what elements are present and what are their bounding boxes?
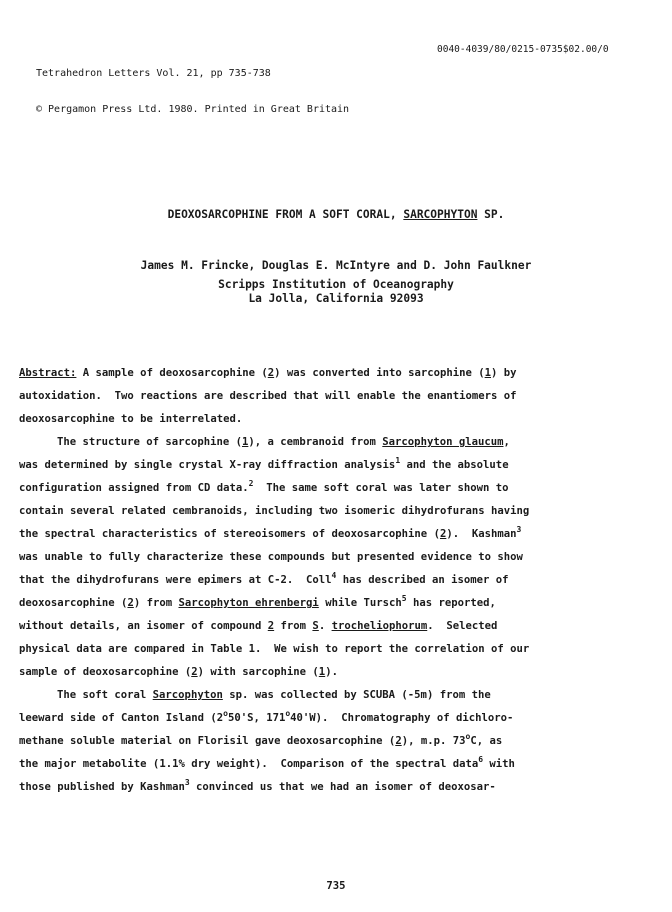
text-line: was unable to fully characterize these compounds but presented evidence to show bbox=[19, 551, 523, 563]
text-line: that the dihydrofurans were epimers at C-2. Coll$^4$ has described an isomer of bbox=[19, 571, 509, 586]
affiliation-line: La Jolla, California 92093 bbox=[248, 292, 424, 305]
title-tail: SP. bbox=[477, 208, 505, 221]
article-body bbox=[19, 366, 659, 803]
compound-ref: 2 bbox=[127, 597, 134, 609]
text-line: deoxosarcophine (2) from Sarcophyton ehrenbergi while Tursch$^5$ has reported, bbox=[19, 594, 496, 609]
text-line: without details, an isomer of compound 2 from S. trocheliophorum. Selected bbox=[19, 620, 498, 632]
text-line: physical data are compared in Table 1. We wish to report the correlation of our bbox=[19, 643, 530, 655]
footnote-ref: 4 bbox=[331, 571, 337, 580]
text-line: contain several related cembranoids, including two isomeric dihydrofurans having bbox=[19, 505, 530, 517]
article-code: 0040-4039/80/0215-0735$02.00/0 bbox=[437, 44, 609, 55]
degree-mark: o bbox=[285, 709, 291, 718]
title-main: DEOXOSARCOPHINE FROM A SOFT CORAL, bbox=[167, 208, 404, 221]
footnote-ref: 3 bbox=[516, 525, 522, 534]
text-line: the major metabolite (1.1% dry weight). Comparison of the spectral data$^6$ with bbox=[19, 755, 515, 770]
text-line: autoxidation. Two reactions are described that will enable the enantiomers of bbox=[19, 390, 517, 402]
title-genus: SARCOPHYTON bbox=[403, 208, 478, 221]
compound-ref: 1 bbox=[318, 666, 326, 678]
journal-citation: Tetrahedron Letters Vol. 21, pp 735-738 bbox=[36, 68, 271, 79]
text-line: was determined by single crystal X-ray diffraction analysis$^1$ and the absolute bbox=[19, 456, 509, 471]
affiliation-line: Scripps Institution of Oceanography bbox=[218, 278, 454, 291]
species-name: Sarcophyton bbox=[152, 689, 223, 701]
copyright-line: © Pergamon Press Ltd. 1980. Printed in Great Britain bbox=[36, 104, 350, 115]
text-line: sample of deoxosarcophine (2) with sarcophine (1). bbox=[19, 666, 338, 678]
compound-ref: 1 bbox=[484, 367, 492, 379]
degree-mark: o bbox=[223, 709, 228, 718]
abstract-line: Abstract: A sample of deoxosarcophine (2) was converted into sarcophine (1) by bbox=[19, 367, 517, 379]
species-name: Sarcophyton glaucum bbox=[382, 436, 504, 448]
text-line: the spectral characteristics of stereoisomers of deoxosarcophine (2). Kashman$^3$ bbox=[19, 525, 522, 540]
footnote-ref: 1 bbox=[395, 456, 401, 465]
text-line: those published by Kashman$^3$ convinced us that we had an isomer of deoxosar- bbox=[19, 778, 496, 793]
footnote-ref: 6 bbox=[478, 755, 484, 764]
text-line: The soft coral Sarcophyton sp. was collected by SCUBA (-5m) from the bbox=[57, 689, 491, 701]
abstract-label: Abstract: bbox=[19, 367, 77, 379]
text-line: leeward side of Canton Island (2$^o$50'S, 171$^o$40'W). Chromatography of dichloro- bbox=[19, 709, 514, 724]
text-line: deoxosarcophine to be interrelated. bbox=[19, 413, 243, 425]
author-list: James M. Frincke, Douglas E. McIntyre and D. John Faulkner bbox=[140, 259, 532, 272]
page-number: 735 bbox=[326, 880, 346, 892]
text-line: configuration assigned from CD data.$^2$ The same soft coral was later shown to bbox=[19, 479, 509, 494]
footnote-ref: 3 bbox=[184, 778, 190, 787]
article-title bbox=[0, 208, 672, 221]
compound-ref: 2 bbox=[267, 367, 275, 379]
footnote-ref: 2 bbox=[248, 479, 254, 488]
footnote-ref: 5 bbox=[401, 594, 407, 603]
journal-header bbox=[36, 44, 349, 140]
compound-ref: 2 bbox=[267, 620, 275, 632]
species-name: S bbox=[312, 620, 319, 632]
compound-ref: 2 bbox=[395, 735, 402, 747]
species-name: trocheliophorum bbox=[331, 620, 428, 632]
affiliation bbox=[0, 278, 672, 306]
compound-ref: 1 bbox=[241, 436, 249, 448]
text-line: The structure of sarcophine (1), a cembranoid from Sarcophyton glaucum, bbox=[57, 436, 510, 448]
compound-ref: 2 bbox=[191, 666, 198, 678]
degree-mark: o bbox=[465, 732, 471, 741]
compound-ref: 2 bbox=[439, 528, 447, 540]
species-name: Sarcophyton ehrenbergi bbox=[178, 597, 319, 609]
text-line: methane soluble material on Florisil gave deoxosarcophine (2), m.p. 73$^o$C, as bbox=[19, 732, 503, 747]
